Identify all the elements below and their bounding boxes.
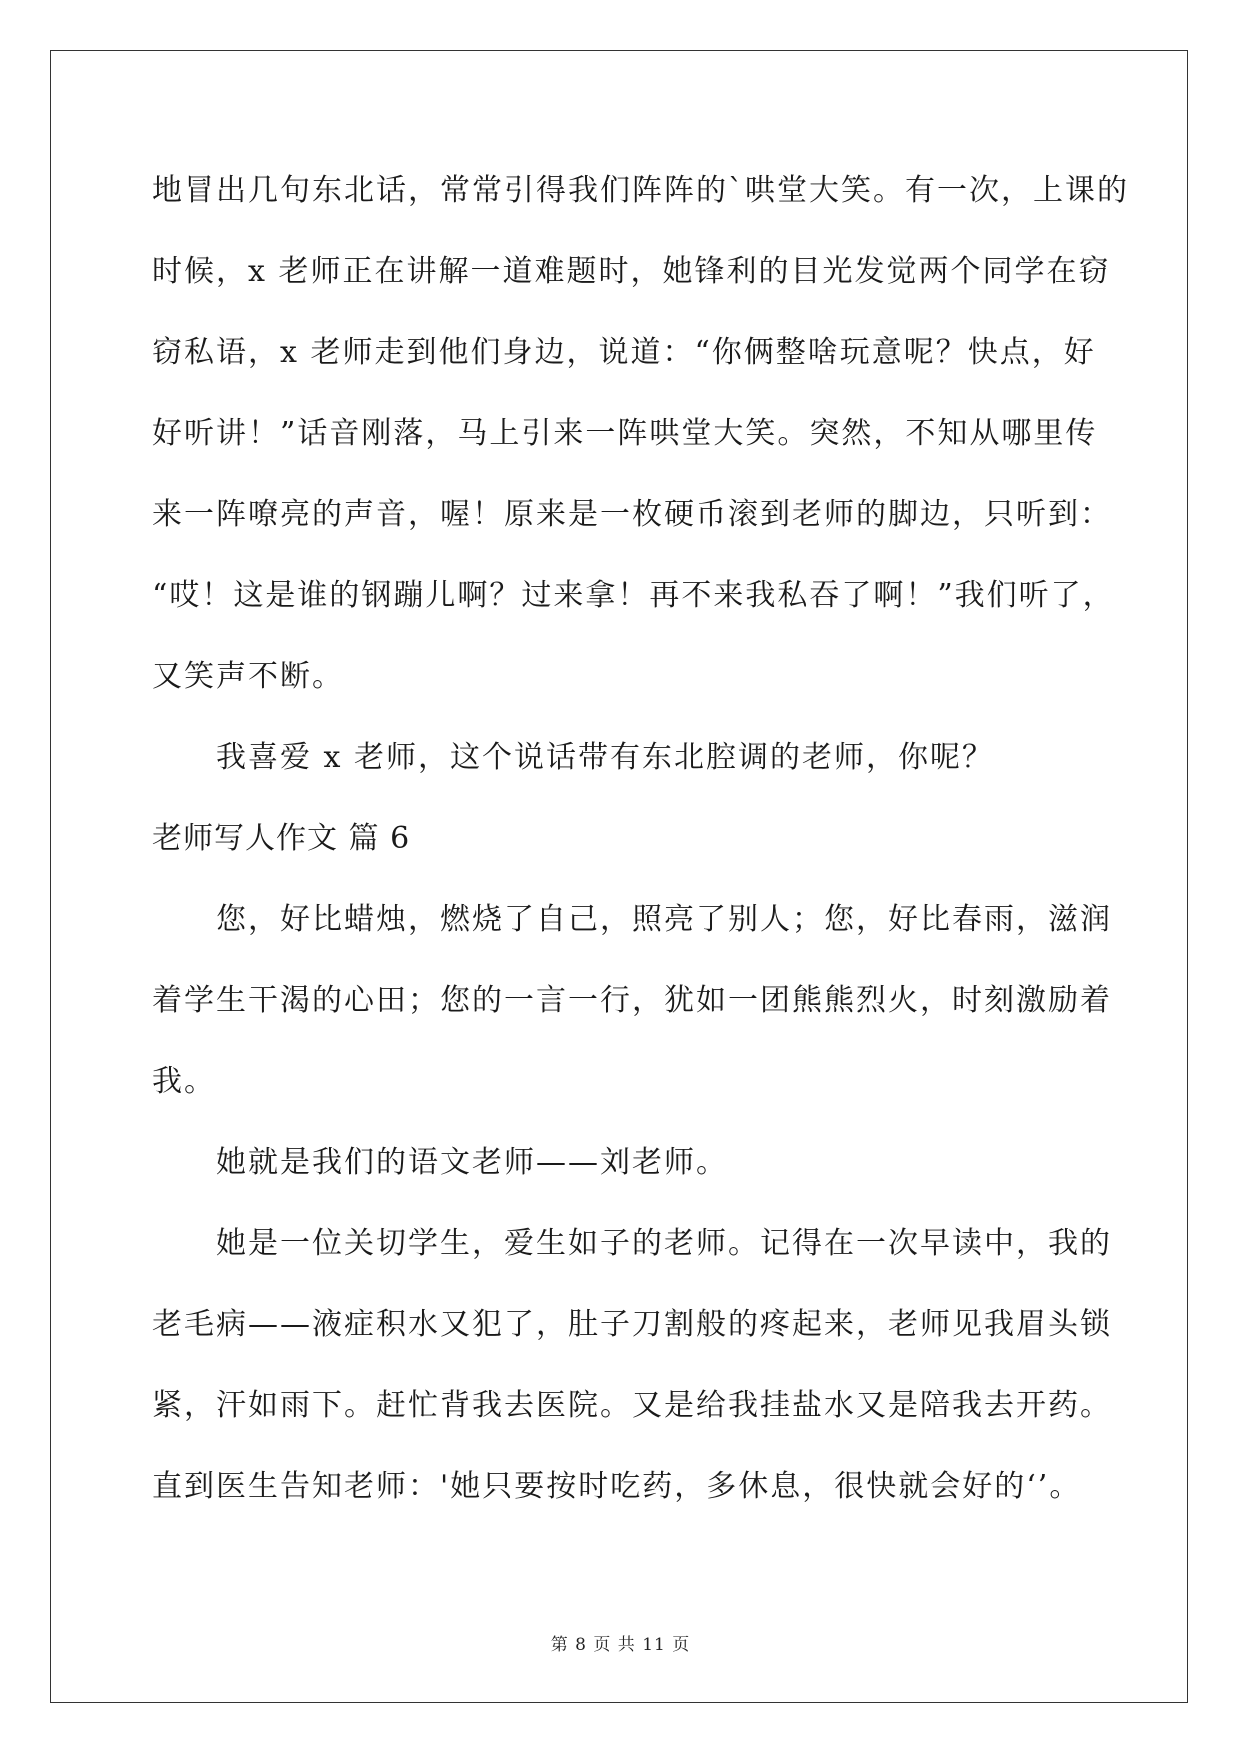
text-line: 窃私语，x 老师走到他们身边，说道：“你俩整啥玩意呢？快点，好 (152, 335, 1096, 370)
text-line: 直到医生告知老师：'她只要按时吃药，多休息，很快就会好的‘’。 (152, 1469, 1082, 1504)
text-line: 时候，x 老师正在讲解一道难题时，她锋利的目光发觉两个同学在窃 (152, 254, 1111, 289)
text-line: 着学生干渴的心田；您的一言一行，犹如一团熊熊烈火，时刻激励着 (152, 983, 1112, 1018)
text-line: 她是一位关切学生，爱生如子的老师。记得在一次早读中，我的 (216, 1226, 1112, 1261)
text-line: 她就是我们的语文老师——刘老师。 (216, 1145, 728, 1180)
text-line: 紧，汗如雨下。赶忙背我去医院。又是给我挂盐水又是陪我去开药。 (152, 1388, 1112, 1423)
page-number-footer: 第 8 页 共 11 页 (550, 1635, 691, 1655)
text-line: 地冒出几句东北话，常常引得我们阵阵的`哄堂大笑。有一次，上课的 (152, 173, 1129, 208)
text-line: 您，好比蜡烛，燃烧了自己，照亮了别人；您，好比春雨，滋润 (216, 902, 1112, 937)
text-line: 我。 (152, 1064, 216, 1099)
text-line: 好听讲！”话音刚落，马上引来一阵哄堂大笑。突然，不知从哪里传 (152, 416, 1098, 451)
document-body (152, 150, 1129, 1527)
text-line: 我喜爱 x 老师，这个说话带有东北腔调的老师，你呢？ (216, 740, 994, 775)
section-heading: 老师写人作文 篇 6 (152, 821, 411, 856)
text-line: 来一阵嘹亮的声音，喔！原来是一枚硬币滚到老师的脚边，只听到： (152, 497, 1112, 532)
text-line: 老毛病——液症积水又犯了，肚子刀割般的疼起来，老师见我眉头锁 (152, 1307, 1112, 1342)
text-line: “哎！这是谁的钢蹦儿啊？过来拿！再不来我私吞了啊！”我们听了， (152, 578, 1115, 613)
text-line: 又笑声不断。 (152, 659, 344, 694)
